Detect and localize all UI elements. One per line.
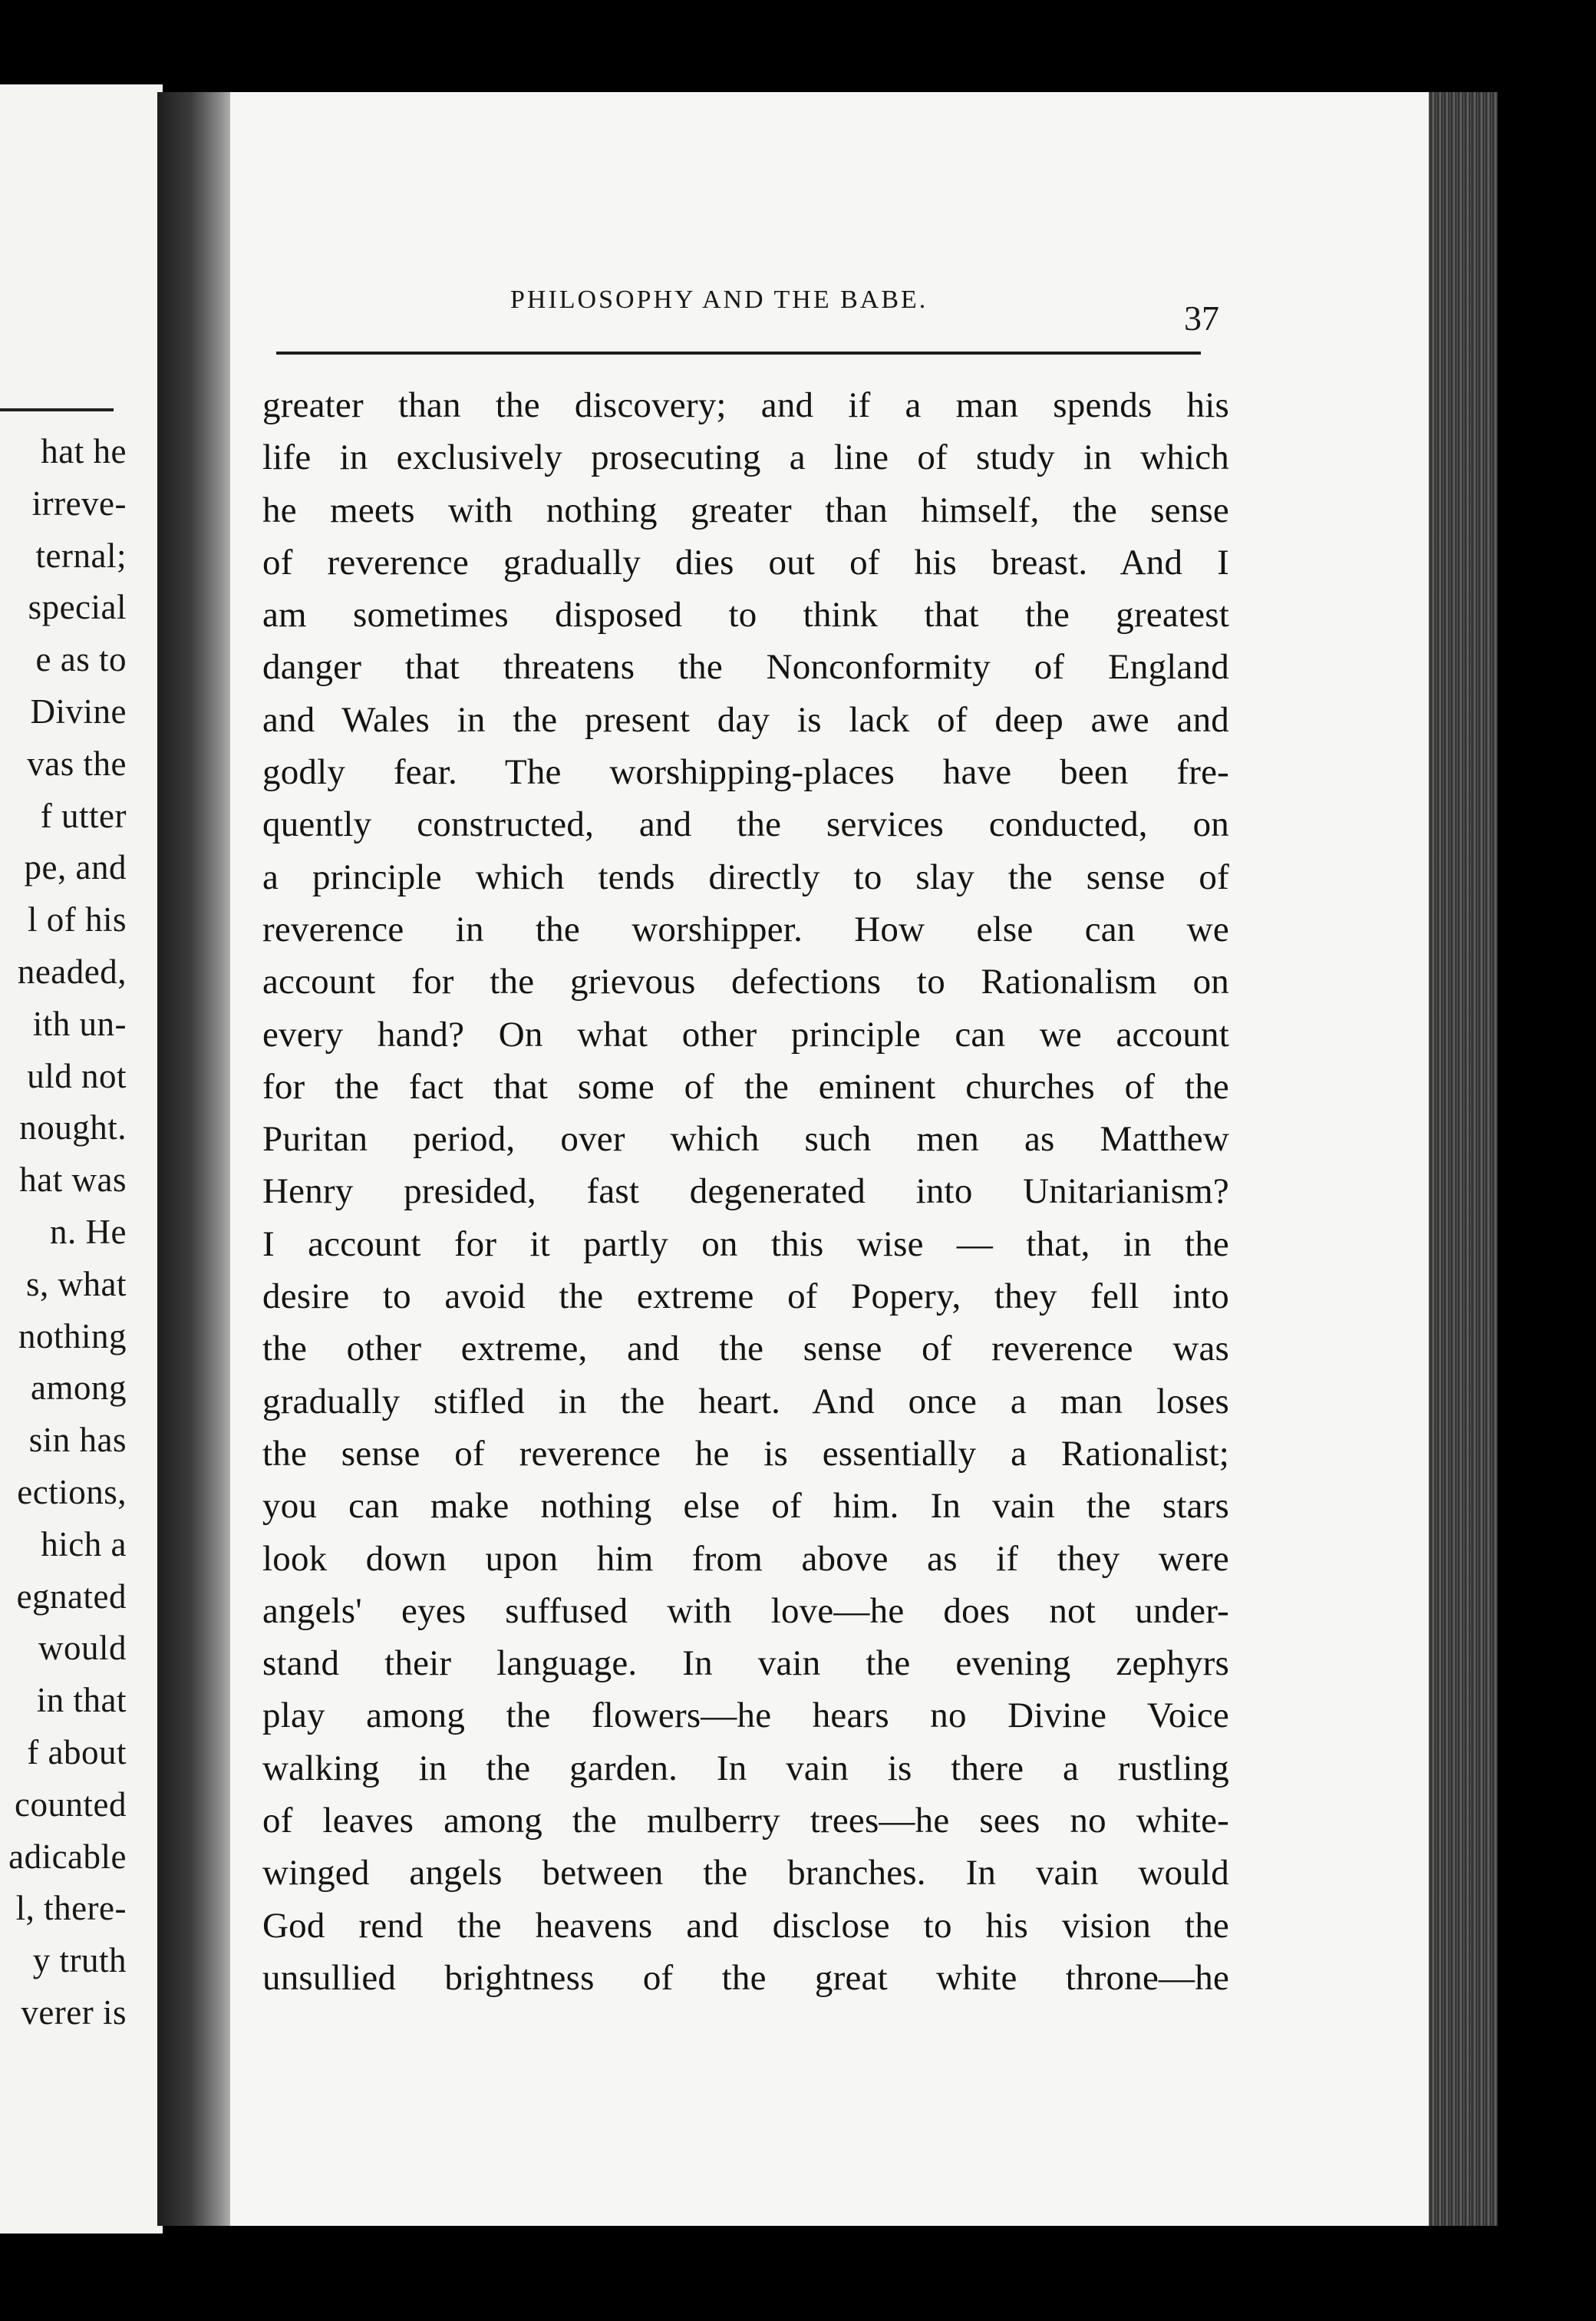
text-line: every hand? On what other principle can we account (262, 1014, 1229, 1055)
left-text-line: vas the (27, 744, 127, 783)
left-text-line: ternal; (35, 536, 127, 575)
text-line: reverence in the worshipper. How else can we (262, 909, 1229, 949)
text-line: angels' eyes suffused with love—he does not under- (262, 1590, 1229, 1631)
left-text-line: hich a (41, 1524, 127, 1563)
text-line: desire to avoid the extreme of Popery, they fell into (262, 1276, 1229, 1317)
text-line: Puritan period, over which such men as Matthew (262, 1119, 1229, 1160)
text-line: of reverence gradually dies out of his breast. And I (262, 542, 1229, 583)
left-page-text (0, 426, 127, 2039)
book-gutter-shadow (157, 92, 242, 2226)
left-text-line: s, what (26, 1264, 127, 1303)
left-text-line: f about (27, 1732, 127, 1771)
left-page (0, 84, 163, 2234)
text-line: gradually stifled in the heart. And once a man loses (262, 1381, 1229, 1421)
left-text-line: hat was (19, 1160, 127, 1200)
left-text-line: hat he (41, 432, 127, 470)
page-number: 37 (1184, 299, 1219, 338)
text-line: play among the flowers—he hears no Divine Voice (262, 1695, 1229, 1736)
text-line: I account for it partly on this wise — that, in the (262, 1223, 1229, 1264)
left-text-line: ith un- (32, 1004, 127, 1043)
text-line: the sense of reverence he is essentially a Rationalist; (262, 1433, 1229, 1474)
text-line: danger that threatens the Nonconformity of England (262, 647, 1229, 688)
left-text-line: ections, (17, 1472, 127, 1511)
left-text-line: irreve- (31, 484, 127, 523)
left-text-line: adicable (8, 1837, 127, 1876)
text-line: for the fact that some of the eminent churches of the (262, 1066, 1229, 1107)
left-text-line: among (31, 1368, 127, 1408)
text-line: a principle which tends directly to slay the sense of (262, 857, 1229, 897)
left-text-line: verer is (21, 1992, 127, 2032)
text-line: the other extreme, and the sense of reverence was (262, 1329, 1229, 1369)
left-text-line: sin has (28, 1421, 127, 1460)
left-text-line: would (38, 1629, 127, 1668)
text-line: unsullied brightness of the great white throne—he (262, 1957, 1229, 1998)
page-block-edge (1429, 92, 1498, 2226)
text-line: winged angels between the branches. In vain would (262, 1853, 1229, 1893)
text-line: Henry presided, fast degenerated into Unitarianism? (262, 1171, 1229, 1212)
text-line: he meets with nothing greater than himself, the sense (262, 490, 1229, 530)
text-line: godly fear. The worshipping-places have been fre- (262, 752, 1229, 793)
text-line: life in exclusively prosecuting a line of study in which (262, 437, 1229, 478)
left-text-line: special (28, 588, 127, 627)
left-text-line: y truth (32, 1941, 127, 1980)
left-text-line: pe, and (24, 848, 127, 887)
left-text-line: in that (36, 1681, 127, 1720)
text-line: of leaves among the mulberry trees—he sees no white- (262, 1801, 1229, 1841)
header-rule (276, 352, 1201, 355)
text-line: quently constructed, and the services conducted, on (262, 804, 1229, 845)
text-line: and Wales in the present day is lack of deep awe and (262, 699, 1229, 740)
left-text-line: uld not (27, 1056, 127, 1095)
left-text-line: e as to (35, 640, 127, 679)
left-page-rule (0, 408, 114, 411)
left-text-line: egnated (16, 1576, 127, 1616)
text-line: stand their language. In vain the evening zephyrs (262, 1643, 1229, 1684)
left-text-line: f utter (40, 796, 127, 835)
left-text-line: n. He (50, 1212, 127, 1251)
left-text-line: Divine (30, 692, 127, 731)
left-text-line: neaded, (17, 952, 127, 991)
left-text-line: nothing (18, 1316, 127, 1355)
running-head: PHILOSOPHY AND THE BABE. (510, 286, 928, 314)
text-line: account for the grievous defections to Rationalism on (262, 962, 1229, 1002)
left-text-line: l of his (27, 900, 127, 939)
left-text-line: l, there- (15, 1889, 127, 1928)
text-line: you can make nothing else of him. In vain the stars (262, 1486, 1229, 1527)
text-line: greater than the discovery; and if a man spends his (262, 385, 1229, 425)
text-line: look down upon him from above as if they were (262, 1538, 1229, 1579)
right-page (230, 92, 1435, 2226)
text-line: am sometimes disposed to think that the greatest (262, 595, 1229, 636)
left-text-line: nought. (19, 1108, 127, 1147)
body-text (262, 379, 1229, 2004)
text-line: walking in the garden. In vain is there a rustling (262, 1748, 1229, 1788)
left-text-line: counted (15, 1784, 127, 1824)
text-line: God rend the heavens and disclose to his vision the (262, 1905, 1229, 1946)
